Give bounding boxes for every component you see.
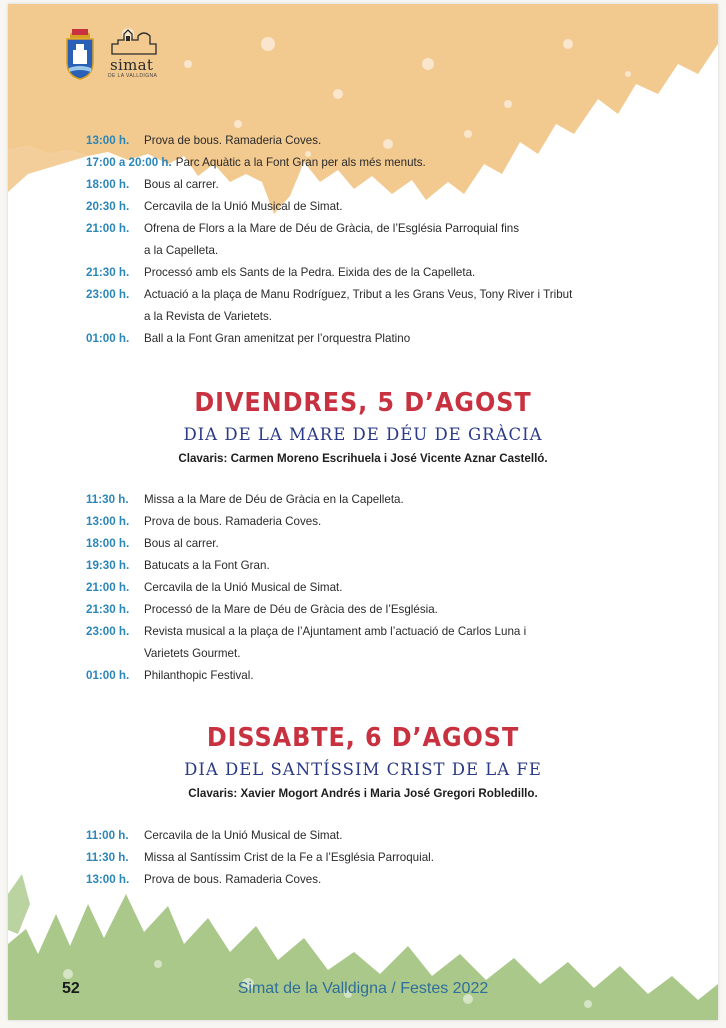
event-time: 11:30 h. — [86, 851, 129, 864]
schedule-row — [86, 869, 666, 891]
schedule-row — [86, 218, 666, 262]
event-time: 13:00 h. — [86, 873, 130, 886]
header-logos — [64, 26, 160, 80]
schedule-top — [86, 130, 666, 350]
day-subtitle-dissabte: DIA DEL SANTÍSSIM CRIST DE LA FE — [184, 760, 542, 779]
schedule-row — [86, 555, 666, 577]
event-description: Missa al Santíssim Crist de la Fe a l’Església Parroquial. — [144, 851, 434, 864]
event-description: Prova de bous. Ramaderia Coves. — [144, 873, 322, 886]
event-description: Revista musical a la plaça de l’Ajuntament amb l’actuació de Carlos Luna i — [144, 625, 527, 638]
schedule-row — [86, 174, 666, 196]
event-description: Cercavila de la Unió Musical de Simat. — [144, 581, 343, 594]
schedule-row — [86, 489, 666, 511]
clavaris-divendres: Clavaris: Carmen Moreno Escrihuela i José Vicente Aznar Castelló. — [178, 452, 548, 465]
event-description: Cercavila de la Unió Musical de Simat. — [144, 200, 343, 213]
event-time: 21:30 h. — [86, 266, 130, 279]
schedule-row — [86, 825, 666, 847]
event-time: 23:00 h. — [86, 625, 130, 638]
clavaris-dissabte: Clavaris: Xavier Mogort Andrés i Maria José Gregori Robledillo. — [188, 787, 538, 800]
event-description: Processó de la Mare de Déu de Gràcia des de l’Església. — [144, 603, 438, 616]
event-description: Batucats a la Font Gran. — [144, 559, 270, 572]
event-time: 01:00 h. — [86, 669, 130, 682]
event-time: 21:30 h. — [86, 603, 130, 616]
event-description: Processó amb els Sants de la Pedra. Eixida des de la Capelleta. — [144, 266, 476, 279]
event-time: 18:00 h. — [86, 178, 130, 191]
event-time: 13:00 h. — [86, 134, 130, 147]
event-time: 11:30 h. — [86, 493, 129, 506]
simat-brand-logo — [108, 26, 160, 80]
event-time: 21:00 h. — [86, 581, 130, 594]
event-description: Actuació a la plaça de Manu Rodríguez, Tribut a les Grans Veus, Tony River i Tribut — [144, 288, 573, 301]
day-title-dissabte: DISSABTE, 6 D’AGOST — [206, 723, 520, 753]
event-time: 20:30 h. — [86, 200, 130, 213]
event-description: Prova de bous. Ramaderia Coves. — [144, 515, 322, 528]
village-skyline-icon — [108, 26, 160, 56]
schedule-row — [86, 533, 666, 555]
schedule-row — [86, 599, 666, 621]
event-time: 11:00 h. — [86, 829, 129, 842]
day-title-divendres: DIVENDRES, 5 D’AGOST — [194, 388, 532, 418]
schedule-row — [86, 284, 666, 328]
event-description: Philanthopic Festival. — [144, 669, 254, 682]
event-description-continued: a la Capelleta. — [144, 244, 219, 257]
event-description-continued: a la Revista de Varietets. — [144, 310, 273, 323]
event-time: 18:00 h. — [86, 537, 130, 550]
coat-of-arms-icon — [64, 26, 96, 80]
schedule-row — [86, 577, 666, 599]
event-description: Ofrena de Flors a la Mare de Déu de Gràcia, de l’Església Parroquial fins — [144, 222, 520, 235]
schedule-row — [86, 511, 666, 533]
event-time: 01:00 h. — [86, 332, 130, 345]
event-description: Ball a la Font Gran amenitzat per l’orquestra Platino — [144, 332, 411, 345]
event-description: Prova de bous. Ramaderia Coves. — [144, 134, 322, 147]
footer-title: Simat de la Valldigna / Festes 2022 — [237, 980, 489, 997]
event-time: 17:00 a 20:00 h. — [86, 156, 172, 169]
schedule-row — [86, 621, 666, 665]
brand-subtitle: DE LA VALLDIGNA — [108, 73, 158, 79]
event-description: Bous al carrer. — [144, 178, 219, 191]
event-time: 21:00 h. — [86, 222, 130, 235]
schedule-row — [86, 130, 666, 152]
schedule-row — [86, 196, 666, 218]
schedule-divendres — [86, 489, 666, 687]
event-time: 13:00 h. — [86, 515, 130, 528]
schedule-row — [86, 665, 666, 687]
event-description: Parc Aquàtic a la Font Gran per als més menuts. — [175, 156, 426, 169]
schedule-row — [86, 328, 666, 350]
brand-name: simat — [110, 56, 154, 74]
schedule-dissabte — [86, 825, 666, 891]
event-description: Bous al carrer. — [144, 537, 219, 550]
event-time: 19:30 h. — [86, 559, 130, 572]
page-number: 52 — [62, 980, 80, 997]
event-description: Missa a la Mare de Déu de Gràcia en la Capelleta. — [144, 493, 404, 506]
event-description: Cercavila de la Unió Musical de Simat. — [144, 829, 343, 842]
schedule-row — [86, 152, 666, 174]
page — [8, 4, 718, 1020]
event-time: 23:00 h. — [86, 288, 130, 301]
schedule-row — [86, 847, 666, 869]
schedule-row — [86, 262, 666, 284]
day-subtitle-divendres: DIA DE LA MARE DE DÉU DE GRÀCIA — [183, 425, 543, 444]
event-description-continued: Varietets Gourmet. — [144, 647, 241, 660]
